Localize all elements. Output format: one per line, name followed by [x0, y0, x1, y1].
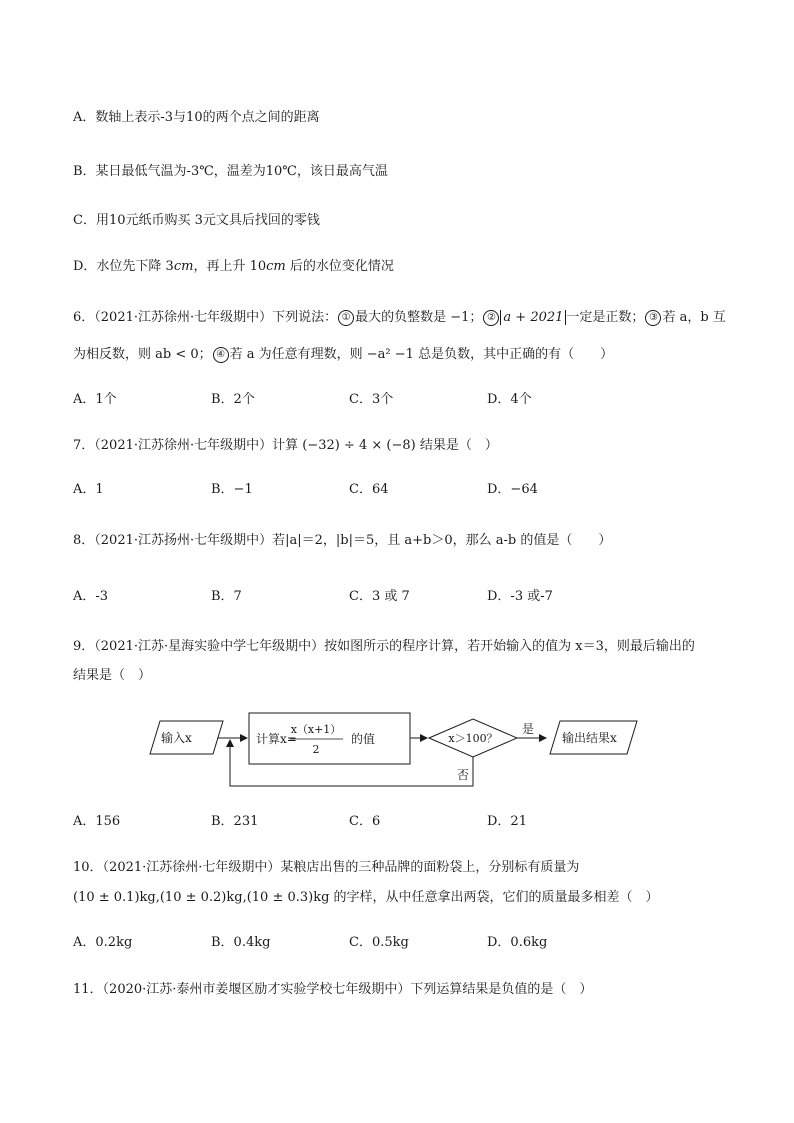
- q6-option-d: D．4个: [487, 392, 532, 407]
- q5-option-b: B．某日最低气温为-3℃，温差为10℃，该日最高气温: [73, 164, 388, 179]
- q9-stem-line2: 结果是（ ）: [73, 668, 152, 683]
- q5-d-part2: ，再上升 10: [193, 259, 267, 274]
- circled-number-2: ②: [483, 310, 499, 326]
- q10-stem-line2: (10 ± 0.1)kg,(10 ± 0.2)kg,(10 ± 0.3)kg 的字样，从中任意拿出两袋，它们的质量最多相差（ ）: [73, 890, 659, 905]
- q9-option-a: A．156: [73, 814, 121, 829]
- flow-no-label: 否: [457, 768, 470, 782]
- q8-option-c: C．3 或 7: [349, 589, 410, 604]
- q8-option-b: B．7: [211, 589, 242, 604]
- q5-d-part1: D．水位先下降 3: [73, 259, 174, 274]
- q6-text-e: 为相反数，则 ab < 0；: [73, 347, 212, 362]
- flow-calc-prefix: 计算x=: [256, 732, 297, 746]
- q9-option-c: C．6: [349, 814, 381, 829]
- q9-option-b: B．231: [211, 814, 259, 829]
- q10-option-d: D．0.6kg: [487, 935, 548, 950]
- q5-d-unit2: cm: [266, 259, 286, 274]
- q8-option-d: D．-3 或-7: [487, 589, 553, 604]
- flow-decision-label: x＞100？: [448, 732, 498, 745]
- q5-d-unit1: cm: [173, 259, 194, 274]
- circled-number-3: ③: [645, 310, 661, 326]
- q7-stem: 7．（2021·江苏徐州·七年级期中）计算 (−32) ÷ 4 × (−8) 结果是（ ）: [73, 438, 498, 453]
- q8-stem: 8．（2021·江苏扬州·七年级期中）若|a|＝2，|b|＝5，且 a+b＞0，那么 a-b 的值是（ ）: [73, 533, 612, 548]
- q7-option-a: A．1: [73, 482, 104, 497]
- q6-text-c: 一定是正数；: [566, 310, 645, 325]
- q10-option-a: A．0.2kg: [73, 935, 133, 950]
- q9-stem-line1: 9．（2021·江苏·星海实验中学七年级期中）按如图所示的程序计算，若开始输入的值为 x＝3，则最后输出的: [73, 639, 695, 654]
- q10-option-b: B．0.4kg: [211, 935, 271, 950]
- flow-yes-label: 是: [522, 722, 535, 736]
- flow-loop-no: [230, 740, 473, 786]
- q9-option-d: D．21: [487, 814, 527, 829]
- q6-text-f: 若 a 为任意有理数，则 −a² −1 总是负数，其中正确的有（ ）: [229, 347, 614, 362]
- q6-absolute-expression: a + 2021: [500, 310, 566, 325]
- q11-stem: 11．（2020·江苏·泰州市姜堰区励才实验学校七年级期中）下列运算结果是负值的是（ ）: [73, 982, 593, 997]
- flow-calc-numerator: x（x+1）: [290, 723, 342, 736]
- flow-calc-denominator: 2: [312, 743, 320, 756]
- flow-calc-suffix: 的值: [351, 732, 376, 746]
- q5-d-part3: 后的水位变化情况: [285, 259, 394, 274]
- q5-option-c: C．用10元纸币购买 3元文具后找回的零钱: [73, 213, 320, 228]
- circled-number-1: ①: [338, 310, 354, 326]
- q6-option-c: C．3个: [349, 392, 394, 407]
- flow-input-label: 输入x: [161, 731, 192, 745]
- q7-option-b: B．−1: [211, 482, 253, 497]
- circled-number-4: ④: [213, 347, 229, 363]
- flow-output-label: 输出结果x: [562, 731, 617, 745]
- q6-text-b: 最大的负整数是 −1；: [355, 310, 483, 325]
- q8-option-a: A．-3: [73, 589, 109, 604]
- q10-option-c: C．0.5kg: [349, 935, 409, 950]
- q6-option-b: B．2个: [211, 392, 255, 407]
- q6-option-a: A．1个: [73, 392, 117, 407]
- q7-option-c: C．64: [349, 482, 389, 497]
- q6-text-d: 若 a，b 互: [662, 310, 726, 325]
- q5-option-a: A．数轴上表示-3与10的两个点之间的距离: [73, 110, 320, 125]
- q7-option-d: D．−64: [487, 482, 538, 497]
- q10-stem-line1: 10．（2021·江苏徐州·七年级期中）某粮店出售的三种品牌的面粉袋上，分别标有质量为: [73, 860, 580, 875]
- q6-text-a: 6．（2021·江苏徐州·七年级期中）下列说法：: [73, 310, 338, 325]
